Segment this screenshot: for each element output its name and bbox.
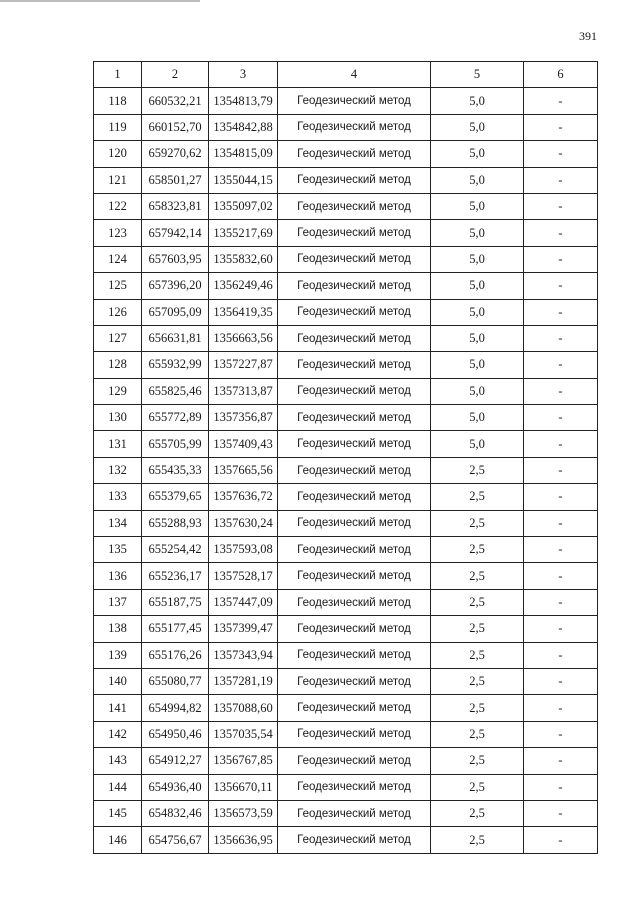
method-cell: Геодезический метод [278,246,431,272]
accuracy-cell: 2,5 [431,695,524,721]
table-row [94,774,598,800]
x-coordinate-cell: 654950,46 [142,721,209,747]
point-number-cell: 129 [94,378,142,404]
table-row [94,484,598,510]
note-cell: - [524,352,598,378]
method-cell: Геодезический метод [278,827,431,853]
accuracy-cell: 5,0 [431,141,524,167]
x-coordinate-cell: 660532,21 [142,88,209,114]
y-coordinate-cell: 1357399,47 [209,616,278,642]
note-cell: - [524,800,598,826]
table-row [94,537,598,563]
point-number-cell: 130 [94,405,142,431]
point-number-cell: 132 [94,457,142,483]
note-cell: - [524,827,598,853]
accuracy-cell: 5,0 [431,352,524,378]
note-cell: - [524,405,598,431]
point-number-cell: 140 [94,668,142,694]
method-cell: Геодезический метод [278,563,431,589]
table-header-row [94,62,598,88]
accuracy-cell: 5,0 [431,193,524,219]
accuracy-cell: 2,5 [431,668,524,694]
note-cell: - [524,273,598,299]
column-header: 5 [431,62,524,88]
method-cell: Геодезический метод [278,537,431,563]
method-cell: Геодезический метод [278,299,431,325]
method-cell: Геодезический метод [278,88,431,114]
method-cell: Геодезический метод [278,273,431,299]
table-row [94,220,598,246]
y-coordinate-cell: 1357409,43 [209,431,278,457]
note-cell: - [524,325,598,351]
point-number-cell: 120 [94,141,142,167]
accuracy-cell: 5,0 [431,378,524,404]
method-cell: Геодезический метод [278,800,431,826]
table-row [94,668,598,694]
y-coordinate-cell: 1357313,87 [209,378,278,404]
point-number-cell: 141 [94,695,142,721]
x-coordinate-cell: 655176,26 [142,642,209,668]
y-coordinate-cell: 1356249,46 [209,273,278,299]
table-row [94,695,598,721]
note-cell: - [524,88,598,114]
x-coordinate-cell: 654832,46 [142,800,209,826]
note-cell: - [524,246,598,272]
x-coordinate-cell: 658501,27 [142,167,209,193]
note-cell: - [524,537,598,563]
note-cell: - [524,167,598,193]
accuracy-cell: 5,0 [431,246,524,272]
point-number-cell: 138 [94,616,142,642]
table-row [94,510,598,536]
point-number-cell: 124 [94,246,142,272]
point-number-cell: 126 [94,299,142,325]
point-number-cell: 146 [94,827,142,853]
method-cell: Геодезический метод [278,721,431,747]
table-row [94,299,598,325]
point-number-cell: 125 [94,273,142,299]
method-cell: Геодезический метод [278,325,431,351]
column-header: 1 [94,62,142,88]
table-row [94,167,598,193]
y-coordinate-cell: 1356419,35 [209,299,278,325]
table-row [94,589,598,615]
y-coordinate-cell: 1357447,09 [209,589,278,615]
y-coordinate-cell: 1354813,79 [209,88,278,114]
method-cell: Геодезический метод [278,352,431,378]
y-coordinate-cell: 1356663,56 [209,325,278,351]
note-cell: - [524,299,598,325]
note-cell: - [524,668,598,694]
x-coordinate-cell: 654756,67 [142,827,209,853]
point-number-cell: 131 [94,431,142,457]
point-number-cell: 118 [94,88,142,114]
note-cell: - [524,431,598,457]
method-cell: Геодезический метод [278,457,431,483]
y-coordinate-cell: 1357088,60 [209,695,278,721]
accuracy-cell: 5,0 [431,220,524,246]
accuracy-cell: 2,5 [431,800,524,826]
accuracy-cell: 2,5 [431,642,524,668]
note-cell: - [524,695,598,721]
x-coordinate-cell: 654994,82 [142,695,209,721]
y-coordinate-cell: 1355832,60 [209,246,278,272]
column-header: 2 [142,62,209,88]
y-coordinate-cell: 1357356,87 [209,405,278,431]
x-coordinate-cell: 655435,33 [142,457,209,483]
note-cell: - [524,589,598,615]
note-cell: - [524,616,598,642]
table-row [94,114,598,140]
point-number-cell: 119 [94,114,142,140]
point-number-cell: 128 [94,352,142,378]
y-coordinate-cell: 1357227,87 [209,352,278,378]
table-row [94,141,598,167]
note-cell: - [524,721,598,747]
note-cell: - [524,774,598,800]
table-row [94,88,598,114]
table-row [94,563,598,589]
accuracy-cell: 2,5 [431,484,524,510]
table-row [94,457,598,483]
point-number-cell: 136 [94,563,142,589]
y-coordinate-cell: 1355217,69 [209,220,278,246]
point-number-cell: 144 [94,774,142,800]
x-coordinate-cell: 657396,20 [142,273,209,299]
table-row [94,352,598,378]
column-header: 4 [278,62,431,88]
point-number-cell: 133 [94,484,142,510]
table-row [94,273,598,299]
method-cell: Геодезический метод [278,193,431,219]
table-body [94,88,598,853]
y-coordinate-cell: 1357665,56 [209,457,278,483]
accuracy-cell: 2,5 [431,510,524,536]
method-cell: Геодезический метод [278,510,431,536]
method-cell: Геодезический метод [278,431,431,457]
point-number-cell: 127 [94,325,142,351]
y-coordinate-cell: 1355044,15 [209,167,278,193]
note-cell: - [524,141,598,167]
accuracy-cell: 2,5 [431,563,524,589]
method-cell: Геодезический метод [278,695,431,721]
y-coordinate-cell: 1354815,09 [209,141,278,167]
accuracy-cell: 2,5 [431,616,524,642]
x-coordinate-cell: 655254,42 [142,537,209,563]
x-coordinate-cell: 658323,81 [142,193,209,219]
y-coordinate-cell: 1354842,88 [209,114,278,140]
column-header: 6 [524,62,598,88]
method-cell: Геодезический метод [278,114,431,140]
method-cell: Геодезический метод [278,484,431,510]
accuracy-cell: 5,0 [431,88,524,114]
point-number-cell: 145 [94,800,142,826]
table-row [94,431,598,457]
accuracy-cell: 5,0 [431,273,524,299]
accuracy-cell: 2,5 [431,748,524,774]
note-cell: - [524,220,598,246]
y-coordinate-cell: 1356573,59 [209,800,278,826]
method-cell: Геодезический метод [278,748,431,774]
x-coordinate-cell: 657603,95 [142,246,209,272]
column-header: 3 [209,62,278,88]
table-row [94,193,598,219]
note-cell: - [524,114,598,140]
note-cell: - [524,748,598,774]
x-coordinate-cell: 655379,65 [142,484,209,510]
top-rule [0,0,200,2]
table-row [94,827,598,853]
y-coordinate-cell: 1356670,11 [209,774,278,800]
page-number: 391 [579,29,597,43]
accuracy-cell: 2,5 [431,537,524,563]
point-number-cell: 134 [94,510,142,536]
x-coordinate-cell: 660152,70 [142,114,209,140]
x-coordinate-cell: 655825,46 [142,378,209,404]
point-number-cell: 142 [94,721,142,747]
table-row [94,616,598,642]
table-row [94,405,598,431]
accuracy-cell: 5,0 [431,325,524,351]
x-coordinate-cell: 655932,99 [142,352,209,378]
y-coordinate-cell: 1357593,08 [209,537,278,563]
x-coordinate-cell: 659270,62 [142,141,209,167]
x-coordinate-cell: 656631,81 [142,325,209,351]
table-row [94,748,598,774]
y-coordinate-cell: 1357528,17 [209,563,278,589]
x-coordinate-cell: 655288,93 [142,510,209,536]
x-coordinate-cell: 654912,27 [142,748,209,774]
accuracy-cell: 2,5 [431,589,524,615]
table-row [94,246,598,272]
table-row [94,325,598,351]
note-cell: - [524,457,598,483]
point-number-cell: 143 [94,748,142,774]
note-cell: - [524,484,598,510]
accuracy-cell: 5,0 [431,405,524,431]
method-cell: Геодезический метод [278,141,431,167]
accuracy-cell: 2,5 [431,457,524,483]
accuracy-cell: 5,0 [431,299,524,325]
y-coordinate-cell: 1357630,24 [209,510,278,536]
accuracy-cell: 5,0 [431,167,524,193]
method-cell: Геодезический метод [278,642,431,668]
accuracy-cell: 5,0 [431,431,524,457]
method-cell: Геодезический метод [278,589,431,615]
point-number-cell: 139 [94,642,142,668]
y-coordinate-cell: 1357035,54 [209,721,278,747]
method-cell: Геодезический метод [278,167,431,193]
point-number-cell: 122 [94,193,142,219]
method-cell: Геодезический метод [278,220,431,246]
table-row [94,378,598,404]
accuracy-cell: 2,5 [431,721,524,747]
table-row [94,721,598,747]
x-coordinate-cell: 655705,99 [142,431,209,457]
coordinates-table [93,61,598,854]
y-coordinate-cell: 1356767,85 [209,748,278,774]
y-coordinate-cell: 1355097,02 [209,193,278,219]
method-cell: Геодезический метод [278,668,431,694]
x-coordinate-cell: 655772,89 [142,405,209,431]
point-number-cell: 135 [94,537,142,563]
y-coordinate-cell: 1357636,72 [209,484,278,510]
accuracy-cell: 5,0 [431,114,524,140]
x-coordinate-cell: 655080,77 [142,668,209,694]
x-coordinate-cell: 657942,14 [142,220,209,246]
note-cell: - [524,510,598,536]
accuracy-cell: 2,5 [431,827,524,853]
x-coordinate-cell: 655187,75 [142,589,209,615]
y-coordinate-cell: 1357343,94 [209,642,278,668]
x-coordinate-cell: 655177,45 [142,616,209,642]
method-cell: Геодезический метод [278,405,431,431]
point-number-cell: 137 [94,589,142,615]
point-number-cell: 123 [94,220,142,246]
method-cell: Геодезический метод [278,774,431,800]
x-coordinate-cell: 657095,09 [142,299,209,325]
y-coordinate-cell: 1357281,19 [209,668,278,694]
method-cell: Геодезический метод [278,378,431,404]
note-cell: - [524,642,598,668]
point-number-cell: 121 [94,167,142,193]
accuracy-cell: 2,5 [431,774,524,800]
method-cell: Геодезический метод [278,616,431,642]
x-coordinate-cell: 654936,40 [142,774,209,800]
table-row [94,800,598,826]
note-cell: - [524,563,598,589]
x-coordinate-cell: 655236,17 [142,563,209,589]
table-row [94,642,598,668]
y-coordinate-cell: 1356636,95 [209,827,278,853]
note-cell: - [524,193,598,219]
note-cell: - [524,378,598,404]
